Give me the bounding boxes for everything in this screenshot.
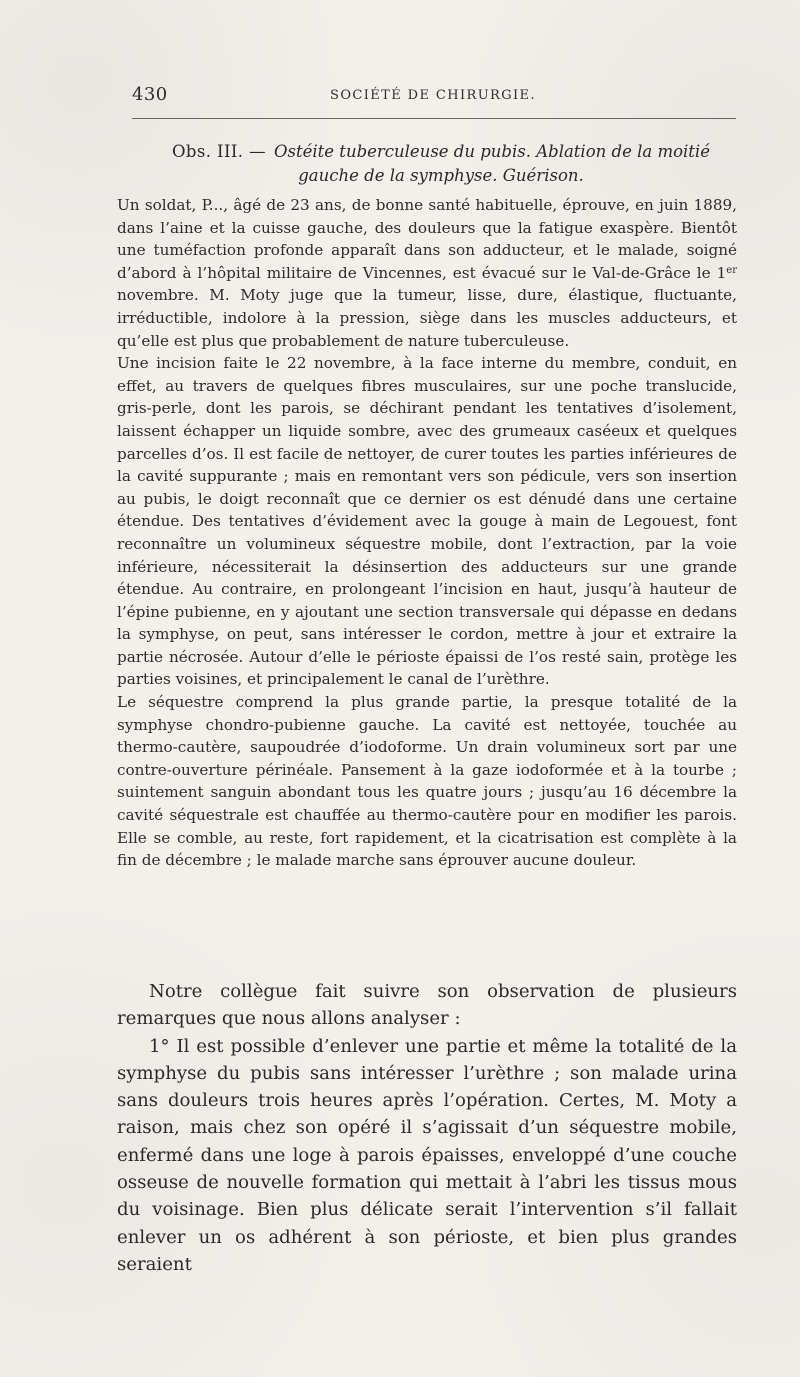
observation-paragraph-1-part-2: novembre. M. Moty juge que la tumeur, lisse, dure, élastique, fluctuante, irréductible, indolore à la pression, siège dans les muscles adducteurs, et qu’elle est plus que probablement de nature tuberculeuse. bbox=[117, 286, 737, 350]
observation-paragraph-1-part-1: Un soldat, P..., âgé de 23 ans, de bonne santé habituelle, éprouve, en juin 1889, dans l’aine et la cuisse gauche, des douleurs que la fatigue exaspère. Bientôt une tuméfaction profonde apparaît dans son adducteur, et le malade, soigné d’abord à l’hôpital militaire de Vincennes, est évacué sur le Val-de-Grâce le 1 bbox=[117, 196, 737, 282]
observation-label: Obs. III. — bbox=[172, 142, 266, 161]
running-head: SOCIÉTÉ DE CHIRURGIE. bbox=[330, 88, 536, 103]
commentary-section bbox=[117, 978, 737, 1278]
observation-title bbox=[145, 140, 737, 188]
observation-body bbox=[117, 194, 737, 872]
page-header bbox=[132, 84, 734, 106]
observation-title-line-1 bbox=[145, 140, 737, 164]
ordinal-superscript: er bbox=[726, 264, 737, 276]
commentary-paragraph-2: 1° Il est possible d’enlever une partie et même la totalité de la symphyse du pubis sans intéresser l’urèthre ; son malade urina sans douleurs trois heures après l’opération. Certes, M. Moty a raison, mais chez son opéré il s’agissait d’un séquestre mobile, enfermé dans une loge à parois épaisses, enveloppé d’une couche osseuse de nouvelle formation qui mettait à l’abri les tissus mous du voisinage. Bien plus délicate serait l’intervention s’il fallait enlever un os adhérent à son périoste, et bien plus grandes seraient bbox=[117, 1035, 737, 1275]
commentary-paragraph-1: Notre collègue fait suivre son observation de plusieurs remarques que nous allons analyser : bbox=[117, 981, 737, 1030]
observation-title-text-1: Ostéite tuberculeuse du pubis. Ablation de la moitié bbox=[274, 142, 710, 161]
observation-paragraph-2: Une incision faite le 22 novembre, à la face interne du membre, conduit, en effet, au travers de quelques fibres musculaires, sur une poche translucide, gris-perle, dont les parois, se déchirant pendant les tentatives d’isolement, laissent échapper un liquide sombre, avec des grumeaux caséeux et quelques parcelles d’os. Il est facile de nettoyer, de curer toutes les parties inférieures de la cavité suppurante ; mais en remontant vers son pédicule, vers son insertion au pubis, le doigt reconnaît que ce dernier os est dénudé dans une certaine étendue. Des tentatives d’évidement avec la gouge à main de Legouest, font reconnaître un volumineux séquestre mobile, dont l’extraction, par la voie inférieure, nécessiterait la désinsertion des adducteurs sur une grande étendue. Au contraire, en prolongeant l’incision en haut, jusqu’à hauteur de l’épine pubienne, en y ajoutant une section transversale qui dépasse en dedans la symphyse, on peut, sans intéresser le cordon, mettre à jour et extraire la partie nécrosée. Autour d’elle le périoste épaissi de l’os resté sain, protège les parties voisines, et principalement le canal de l’urèthre. bbox=[117, 354, 737, 689]
observation-paragraph-1 bbox=[117, 194, 737, 352]
observation-title-line-2: gauche de la symphyse. Guérison. bbox=[298, 166, 584, 185]
header-rule bbox=[132, 118, 736, 119]
page-number: 430 bbox=[132, 84, 168, 105]
observation-paragraph-3: Le séquestre comprend la plus grande partie, la presque totalité de la symphyse chondro-pubienne gauche. La cavité est nettoyée, touchée au thermo-cautère, saupoudrée d’iodoforme. Un drain volumineux sort par une contre-ouverture périnéale. Pansement à la gaze iodoformée et à la tourbe ; suintement sanguin abondant tous les quatre jours ; jusqu’au 16 décembre la cavité séquestrale est chauffée au thermo-cautère pour en modifier les parois. Elle se comble, au reste, fort rapidement, et la cicatrisation est complète à la fin de décembre ; le malade marche sans éprouver aucune douleur. bbox=[117, 693, 737, 870]
